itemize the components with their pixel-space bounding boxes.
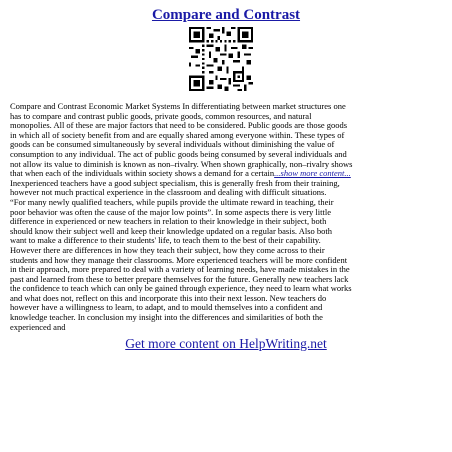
article-text-part2: Inexperienced teachers have a good subject specialism, this is generally fresh from their training, however not much practical experience in the classroom and dealing with difficult situations. “For many newly qualified teachers, while pupils provide the ultimate reward in teaching, their poor behavior was often the cause of the major low points”. In some aspects there is very little difference in experienced or new teachers in relation to their knowledge in their subject, both should know their subject well and keep their knowledge updated on a regular basis. Also both want to make a difference to their students' life, to teach them to the best of their capability. However there are differences in how they teach their subject, how they come across to their students and how they manage their classrooms. More experienced teachers will be more confident in their approach, more prepared to deal with a variety of learning needs, have made mistakes in the past and learned from these to better prepare themselves for the future. Generally new teachers lack the confidence to teach which can only be gained through experience, they need to learn what works and what does not, reflect on this and incorporate this into their next lesson. New teachers do however have a willingness to learn, to adapt, and to mould themselves into a confident and knowledge teacher. In conclusion my insight into the differences and similarities of both the experienced and [10, 177, 352, 332]
page-title-link[interactable]: Compare and Contrast [151, 7, 301, 23]
article-text-part1: Compare and Contrast Economic Market Systems In differentiating between market structures one has to compare and contrast public goods, private goods, common resources, and natural monopolies. All of these are major factors that need to be considered. Public goods are those goods in which all of society benefit from and are equally shared among everyone within. These types of goods can be consumed simultaneously by several individuals without diminishing the value of consumption to any individual. The act of public goods being consumed by several individuals and not allow its value to diminish is known as non–rivalry. When shown graphically, non–rivalry shows that when each of the individuals within society shows a demand for a certain [10, 101, 353, 179]
qr-code-icon [189, 27, 253, 91]
get-more-content-link[interactable]: Get more content on HelpWriting.net [125, 336, 327, 351]
article-body [10, 102, 438, 332]
show-more-link[interactable]: ...show more content... [274, 168, 351, 179]
